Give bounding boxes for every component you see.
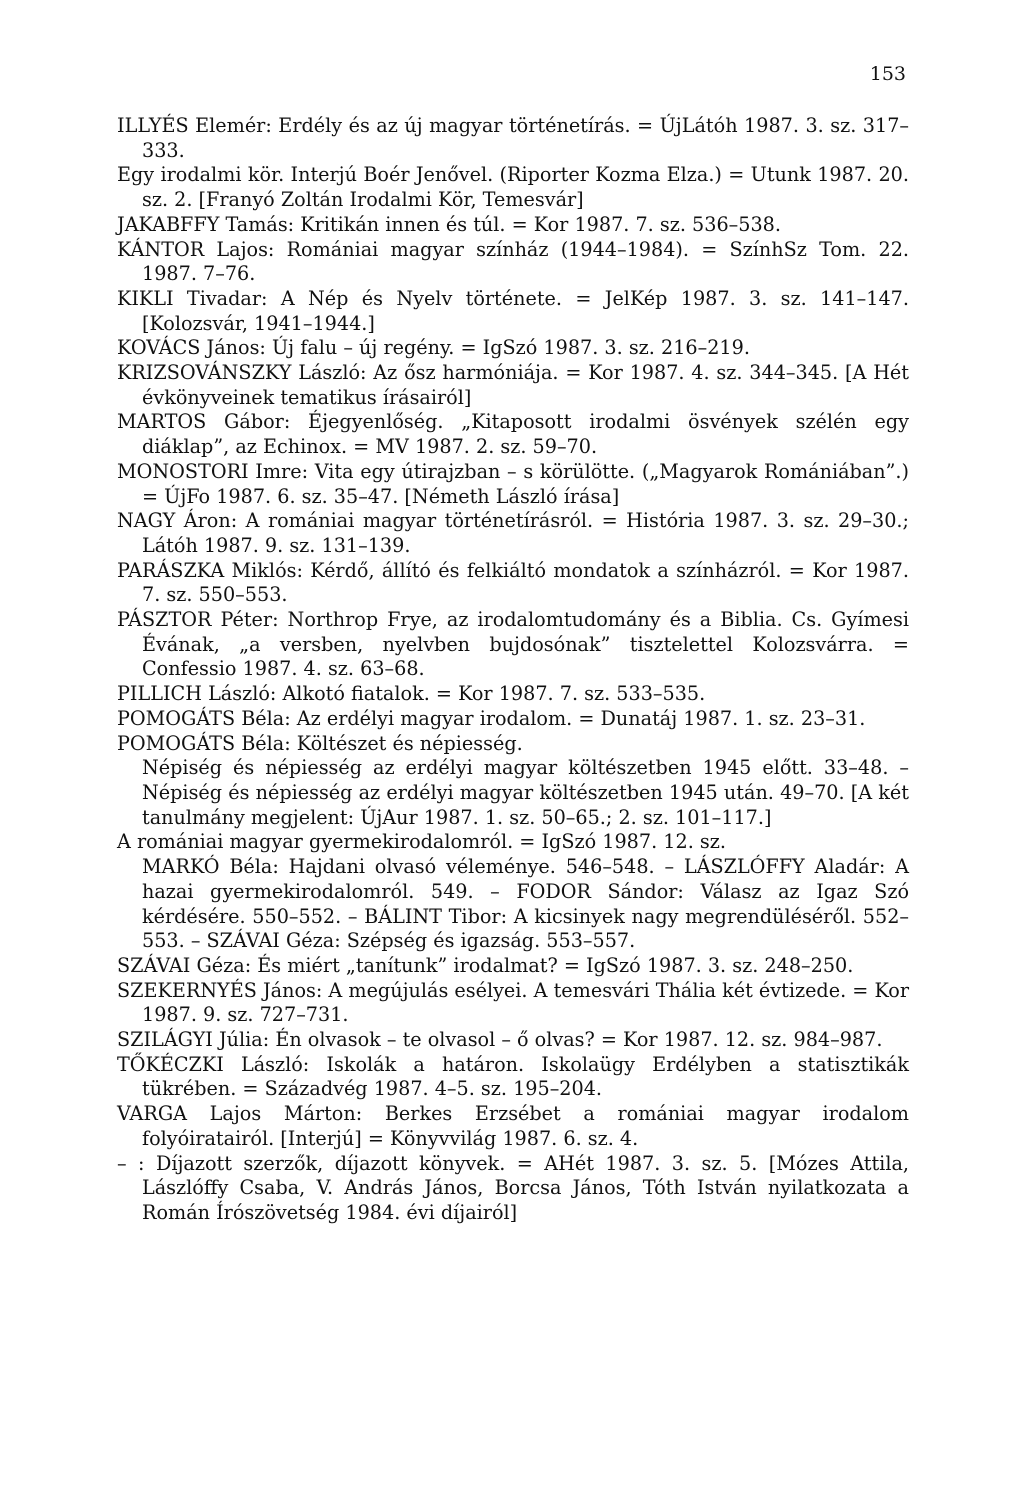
bibliography-entry: POMOGÁTS Béla: Az erdélyi magyar irodalom. = Dunatáj 1987. 1. sz. 23–31.	[117, 706, 866, 730]
bibliography-entry: POMOGÁTS Béla: Költészet és népiesség.	[117, 731, 523, 755]
bibliography-entry: KÁNTOR Lajos: Romániai magyar színház (1944–1984). = SzínhSz Tom. 22. 1987. 7–76.	[117, 237, 909, 286]
bibliography-entry: – : Díjazott szerzők, díjazott könyvek. = AHét 1987. 3. sz. 5. [Mózes Attila, Lászlóffy Csaba, V. András János, Borcsa János, Tóth István nyilatkozata a Román Írószövetség 1984. évi díjairól]	[117, 1151, 909, 1224]
bibliography-entry: ILLYÉS Elemér: Erdély és az új magyar történetírás. = ÚjLátóh 1987. 3. sz. 317–333.	[117, 114, 909, 162]
bibliography-entry: PARÁSZKA Miklós: Kérdő, állító és felkiáltó mondatok a színházról. = Kor 1987. 7. sz. 550–553.	[117, 558, 909, 607]
bibliography-entry: SZÁVAI Géza: És miért „tanítunk” irodalmat? = IgSzó 1987. 3. sz. 248–250.	[117, 953, 854, 977]
bibliography-entry: KOVÁCS János: Új falu – új regény. = IgSzó 1987. 3. sz. 216–219.	[117, 336, 750, 360]
bibliography-entry: TŐKÉCZKI László: Iskolák a határon. Iskolaügy Erdélyben a statisztikák tükrében. = Századvég 1987. 4–5. sz. 195–204.	[117, 1052, 909, 1101]
bibliography-entry: PILLICH László: Alkotó fiatalok. = Kor 1987. 7. sz. 533–535.	[117, 682, 706, 706]
page-number: 153	[869, 63, 906, 85]
bibliography-entry: JAKABFFY Tamás: Kritikán innen és túl. = Kor 1987. 7. sz. 536–538.	[117, 212, 781, 236]
bibliography-entry: SZEKERNYÉS János: A megújulás esélyei. A temesvári Thália két évtizede. = Kor 1987. 9. sz. 727–731.	[117, 978, 909, 1027]
bibliography-entry: MARTOS Gábor: Éjegyenlőség. „Kitaposott irodalmi ösvények szélén egy diáklap”, az Echinox. = MV 1987. 2. sz. 59–70.	[117, 410, 909, 459]
bibliography-entry: VARGA Lajos Márton: Berkes Erzsébet a romániai magyar irodalom folyóiratairól. [Interjú] = Könyvvilág 1987. 6. sz. 4.	[117, 1102, 909, 1150]
bibliography-entry: NAGY Áron: A romániai magyar történetírásról. = História 1987. 3. sz. 29–30.; Látóh 1987. 9. sz. 131–139.	[117, 509, 909, 557]
bibliography-entry: KIKLI Tivadar: A Nép és Nyelv története. = JelKép 1987. 3. sz. 141–147. [Kolozsvár, 1941–1944.]	[117, 286, 909, 335]
bibliography-subentry: MARKÓ Béla: Hajdani olvasó véleménye. 546–548. – LÁSZLÓFFY Aladár: A hazai gyermekirodalomról. 549. – FODOR Sándor: Válasz az Igaz Szó kérdésére. 550–552. – BÁLINT Tibor: A kicsinyek nagy megrendüléséről. 552–553. – SZÁVAI Géza: Szépség és igazság. 553–557.	[142, 855, 909, 953]
bibliography-entry: MONOSTORI Imre: Vita egy útirajzban – s körülötte. („Magyarok Romániában”.) = ÚjFo 1987. 6. sz. 35–47. [Németh László írása]	[117, 459, 909, 508]
bibliography-entry: A romániai magyar gyermekirodalomról. = IgSzó 1987. 12. sz.	[117, 830, 726, 854]
bibliography-entry: Egy irodalmi kör. Interjú Boér Jenővel. (Riporter Kozma Elza.) = Utunk 1987. 20. sz. 2. [Franyó Zoltán Irodalmi Kör, Temesvár]	[117, 163, 909, 212]
bibliography-entry: KRIZSOVÁNSZKY László: Az ősz harmóniája. = Kor 1987. 4. sz. 344–345. [A Hét évkönyveinek tematikus írásairól]	[117, 361, 909, 409]
bibliography-entry: SZILÁGYI Júlia: Én olvasok – te olvasol – ő olvas? = Kor 1987. 12. sz. 984–987.	[117, 1028, 883, 1052]
bibliography-list	[117, 114, 909, 1226]
bibliography-subentry: Népiség és népiesség az erdélyi magyar költészetben 1945 előtt. 33–48. – Népiség és népiesség az erdélyi magyar költészetben 1945 után. 49–70. [A két tanulmány megjelent: ÚjAur 1987. 1. sz. 50–65.; 2. sz. 101–117.]	[142, 756, 909, 829]
bibliography-entry: PÁSZTOR Péter: Northrop Frye, az irodalomtudomány és a Biblia. Cs. Gyímesi Évának, „a versben, nyelvben bujdosónak” tisztelettel Kolozsvárra. = Confessio 1987. 4. sz. 63–68.	[117, 608, 909, 681]
